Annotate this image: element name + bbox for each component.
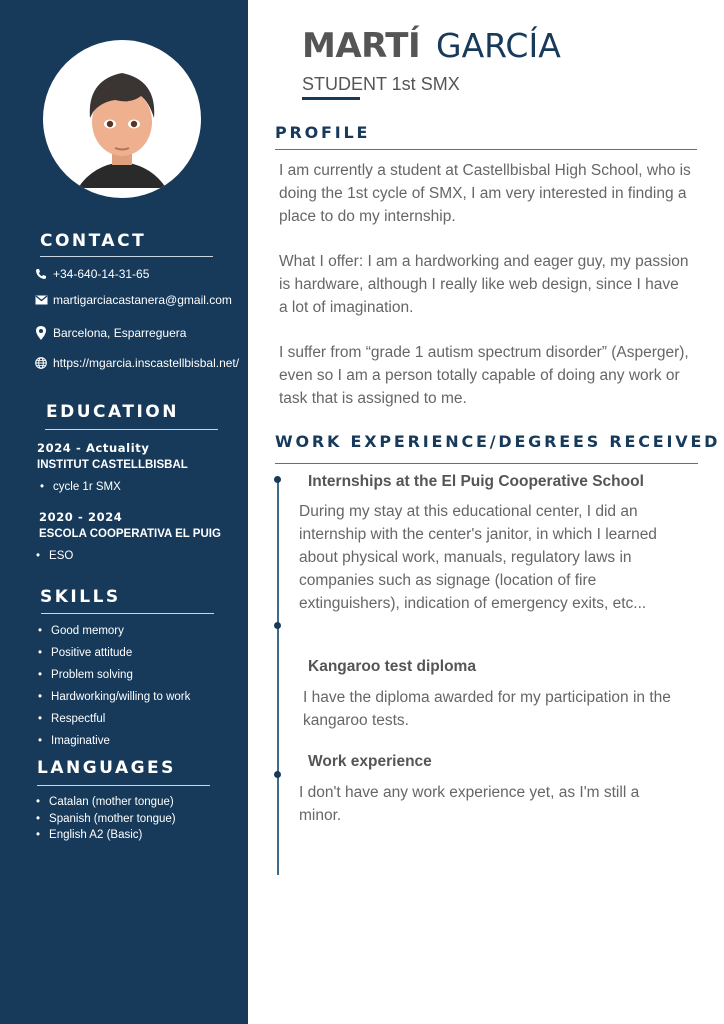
- contact-email: [34, 293, 232, 307]
- contact-heading: CONTACT: [40, 231, 147, 251]
- location-text: Barcelona, Esparreguera: [53, 326, 187, 340]
- timeline-dot: [274, 771, 281, 778]
- education-dates: 2020 - 2024: [39, 510, 123, 524]
- profile-paragraph: What I offer: I am a hardworking and eager guy, my passion is hardware, although I really like web design, since I have a lot of imagination.: [279, 253, 689, 316]
- education-divider: [45, 429, 218, 430]
- profile-paragraph: I suffer from “grade 1 autism spectrum disorder” (Asperger), even so I am a person totally capable of doing any work or task that is assigned to me.: [279, 344, 689, 407]
- contact-location: [34, 326, 186, 340]
- profile-paragraph: I am currently a student at Castellbisbal High School, who is doing the 1st cycle of SMX, I am very interested in finding a place to do my internship.: [279, 162, 691, 225]
- mail-icon: [34, 293, 48, 307]
- experience-heading: WORK EXPERIENCE/DEGREES RECEIVED: [275, 432, 721, 451]
- phone-icon: [34, 267, 48, 281]
- skill-item: • Positive attitude: [38, 647, 132, 659]
- sidebar: [0, 0, 248, 1024]
- language-item: • Spanish (mother tongue): [36, 813, 176, 825]
- language-item: • English A2 (Basic): [36, 829, 142, 841]
- experience-description: I have the diploma awarded for my participation in the kangaroo tests.: [303, 689, 671, 729]
- experience-description: During my stay at this educational center, I did an internship with the center's janitor, in which I learned about physical work, manuals, regulatory laws in companies such as signage (location of fire extinguishers), indication of emergency exits, etc...: [299, 503, 657, 612]
- job-title: STUDENT 1st SMX: [302, 74, 460, 94]
- phone-text[interactable]: +34-640-14-31-65: [53, 267, 150, 281]
- education-item: • ESO: [36, 550, 73, 562]
- profile-heading: PROFILE: [275, 123, 371, 142]
- skill-item: • Imaginative: [38, 735, 110, 747]
- first-name: MARTÍ: [302, 26, 421, 66]
- language-item: • Catalan (mother tongue): [36, 796, 174, 808]
- profile-divider: [275, 149, 697, 150]
- experience-title: Work experience: [308, 753, 432, 770]
- experience-title: Internships at the El Puig Cooperative School: [308, 473, 644, 490]
- contact-website: [34, 356, 239, 370]
- skills-divider: [41, 613, 214, 614]
- education-school: INSTITUT CASTELLBISBAL: [37, 459, 188, 471]
- contact-divider: [40, 256, 213, 257]
- skill-item: • Good memory: [38, 625, 124, 637]
- email-text[interactable]: martigarciacastanera@gmail.com: [53, 293, 232, 307]
- skill-item: • Respectful: [38, 713, 105, 725]
- avatar-illustration: [43, 40, 201, 198]
- profile-avatar: [43, 40, 201, 198]
- languages-divider: [37, 785, 210, 786]
- education-item: • cycle 1r SMX: [40, 481, 121, 493]
- timeline-line: [277, 478, 279, 875]
- last-name: GARCÍA: [436, 26, 561, 65]
- timeline-dot: [274, 622, 281, 629]
- experience-divider: [275, 463, 698, 464]
- education-dates: 2024 - Actuality: [37, 441, 150, 455]
- skill-item: • Problem solving: [38, 669, 133, 681]
- main-content: [248, 0, 724, 1024]
- location-icon: [34, 326, 48, 340]
- skills-heading: SKILLS: [40, 587, 121, 607]
- languages-heading: LANGUAGES: [37, 758, 176, 778]
- contact-phone: [34, 267, 149, 281]
- skill-item: • Hardworking/willing to work: [38, 691, 190, 703]
- education-school: ESCOLA COOPERATIVA EL PUIG: [39, 528, 221, 540]
- experience-title: Kangaroo test diploma: [308, 658, 476, 675]
- experience-description: I don't have any work experience yet, as I'm still a minor.: [299, 784, 640, 824]
- globe-icon: [34, 356, 48, 370]
- website-link[interactable]: https://mgarcia.inscastellbisbal.net/: [53, 356, 240, 370]
- education-heading: EDUCATION: [46, 402, 179, 422]
- title-underline: [302, 97, 360, 100]
- timeline-dot: [274, 476, 281, 483]
